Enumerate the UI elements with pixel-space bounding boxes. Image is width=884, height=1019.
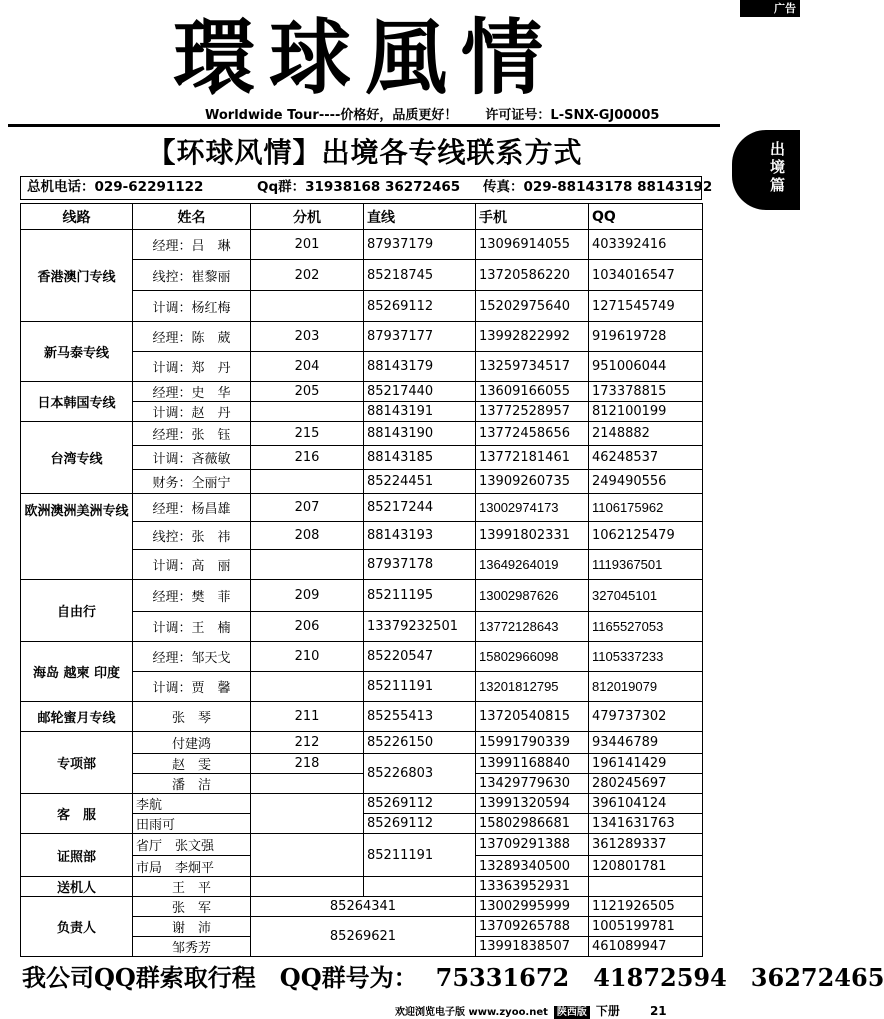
page-footer <box>395 1002 667 1019</box>
phone-cell: 85264341 <box>251 897 476 917</box>
phone-cell: 85269621 <box>251 917 476 957</box>
mobile-cell: 13991838507 <box>476 937 589 957</box>
qq-cell: 1062125479 <box>589 522 703 550</box>
qq-cell: 249490556 <box>589 470 703 494</box>
name-cell: 经理：陈 葳 <box>133 322 251 352</box>
qq-group-line <box>22 958 884 993</box>
name-cell: 经理：邹天戈 <box>133 642 251 672</box>
direct-cell: 85224451 <box>364 470 476 494</box>
table-row <box>21 494 703 522</box>
direct-cell: 85218745 <box>364 260 476 291</box>
route-cell: 新马泰专线 <box>21 322 133 382</box>
qq-cell: 173378815 <box>589 382 703 402</box>
qq-cell: 461089947 <box>589 937 703 957</box>
name-cell: 计调：高 丽 <box>133 550 251 580</box>
edition-badge: 陕西版 <box>554 1006 590 1019</box>
mobile-cell: 13609166055 <box>476 382 589 402</box>
mobile-cell: 13649264019 <box>476 550 589 580</box>
route-cell: 欧洲澳洲美洲专线 <box>21 494 133 580</box>
header-qq: QQ <box>589 204 703 230</box>
route-cell: 送机人 <box>21 877 133 897</box>
direct-cell: 88143185 <box>364 446 476 470</box>
name-cell: 线控：张 祎 <box>133 522 251 550</box>
table-row <box>21 322 703 352</box>
mobile-cell: 13772458656 <box>476 422 589 446</box>
name-cell: 邹秀芳 <box>133 937 251 957</box>
route-cell: 负责人 <box>21 897 133 957</box>
route-cell: 日本韩国专线 <box>21 382 133 422</box>
mobile-cell: 13709291388 <box>476 834 589 856</box>
fax-number: 传真：029-88143178 88143192 <box>483 179 713 195</box>
name-cell: 计调：杨红梅 <box>133 291 251 322</box>
direct-cell <box>364 877 476 897</box>
qq-cell: 327045101 <box>589 580 703 612</box>
mobile-cell: 13909260735 <box>476 470 589 494</box>
direct-cell: 85211191 <box>364 672 476 702</box>
ext-cell: 209 <box>251 580 364 612</box>
table-row <box>21 897 703 917</box>
license-number: 许可证号：L-SNX-GJ00005 <box>485 108 660 123</box>
direct-cell: 85220547 <box>364 642 476 672</box>
ext-cell <box>251 291 364 322</box>
direct-cell: 85217440 <box>364 382 476 402</box>
name-cell: 计调：郑 丹 <box>133 352 251 382</box>
direct-cell: 88143191 <box>364 402 476 422</box>
ad-tag: 广告 <box>740 0 800 17</box>
ext-cell <box>251 470 364 494</box>
table-row <box>21 702 703 732</box>
name-cell: 田雨可 <box>133 814 251 834</box>
ext-cell: 203 <box>251 322 364 352</box>
mobile-cell: 15991790339 <box>476 732 589 754</box>
qq-cell: 1105337233 <box>589 642 703 672</box>
direct-cell: 88143193 <box>364 522 476 550</box>
header-name: 姓名 <box>133 204 251 230</box>
mobile-cell: 15802986681 <box>476 814 589 834</box>
direct-cell: 87937178 <box>364 550 476 580</box>
table-row <box>21 422 703 446</box>
mobile-cell: 13002987626 <box>476 580 589 612</box>
qq-group-text: 我公司QQ群索取行程 QQ群号为： <box>22 963 418 992</box>
direct-cell: 85226803 <box>364 754 476 794</box>
ext-cell <box>251 877 364 897</box>
qq-cell: 951006044 <box>589 352 703 382</box>
qq-cell: 403392416 <box>589 230 703 260</box>
name-cell: 王 平 <box>133 877 251 897</box>
mobile-cell: 13991168840 <box>476 754 589 774</box>
ext-cell: 210 <box>251 642 364 672</box>
mobile-cell: 13259734517 <box>476 352 589 382</box>
table-row <box>21 877 703 897</box>
mobile-cell: 13363952931 <box>476 877 589 897</box>
name-cell: 张 琴 <box>133 702 251 732</box>
main-phone: 总机电话：029-62291122 <box>27 179 204 195</box>
mobile-cell: 13002974173 <box>476 494 589 522</box>
ext-cell: 207 <box>251 494 364 522</box>
footer-website: 欢迎浏览电子版 www.zyoo.net <box>395 1007 548 1018</box>
direct-cell: 87937179 <box>364 230 476 260</box>
direct-cell: 87937177 <box>364 322 476 352</box>
mobile-cell: 13992822992 <box>476 322 589 352</box>
mobile-cell: 15802966098 <box>476 642 589 672</box>
header-rule <box>8 124 720 127</box>
qq-cell: 812100199 <box>589 402 703 422</box>
ext-cell: 206 <box>251 612 364 642</box>
header-ext: 分机 <box>251 204 364 230</box>
name-cell: 计调：贾 馨 <box>133 672 251 702</box>
qq-cell: 196141429 <box>589 754 703 774</box>
ext-cell <box>251 402 364 422</box>
name-cell: 计调：吝薇敏 <box>133 446 251 470</box>
qq-cell: 120801781 <box>589 856 703 877</box>
name-cell: 谢 沛 <box>133 917 251 937</box>
slogan <box>205 104 659 123</box>
mobile-cell: 15202975640 <box>476 291 589 322</box>
slogan-text: Worldwide Tour----价格好，品质更好！ <box>205 108 458 123</box>
qq-cell: 280245697 <box>589 774 703 794</box>
name-cell: 潘 洁 <box>133 774 251 794</box>
route-cell: 专项部 <box>21 732 133 794</box>
ext-cell: 215 <box>251 422 364 446</box>
header-direct: 直线 <box>364 204 476 230</box>
ext-cell <box>251 550 364 580</box>
direct-cell: 85269112 <box>364 794 476 814</box>
qq-cell: 1005199781 <box>589 917 703 937</box>
name-cell: 线控：崔黎丽 <box>133 260 251 291</box>
direct-cell: 13379232501 <box>364 612 476 642</box>
ext-cell: 211 <box>251 702 364 732</box>
page-number: 21 <box>649 1004 667 1018</box>
ext-cell: 205 <box>251 382 364 402</box>
name-cell: 经理：史 华 <box>133 382 251 402</box>
table-row <box>21 834 703 856</box>
ext-cell: 212 <box>251 732 364 754</box>
table-row <box>21 382 703 402</box>
direct-cell: 88143190 <box>364 422 476 446</box>
qq-cell: 1119367501 <box>589 550 703 580</box>
name-cell: 省厅 张文强 <box>133 834 251 856</box>
name-cell: 经理：张 钰 <box>133 422 251 446</box>
qq-cell: 396104124 <box>589 794 703 814</box>
name-cell: 李航 <box>133 794 251 814</box>
ext-cell: 208 <box>251 522 364 550</box>
ext-cell <box>251 774 364 794</box>
qq-cell: 46248537 <box>589 446 703 470</box>
ext-cell: 202 <box>251 260 364 291</box>
name-cell: 计调：赵 丹 <box>133 402 251 422</box>
qq-cell: 1121926505 <box>589 897 703 917</box>
page-heading: 【环球风情】出境各专线联系方式 <box>147 136 583 169</box>
qq-cell: 1165527053 <box>589 612 703 642</box>
qq-cell: 919619728 <box>589 322 703 352</box>
name-cell: 赵 雯 <box>133 754 251 774</box>
mobile-cell: 13096914055 <box>476 230 589 260</box>
ext-cell: 201 <box>251 230 364 260</box>
name-cell: 经理：樊 菲 <box>133 580 251 612</box>
route-cell: 自由行 <box>21 580 133 642</box>
table-header <box>21 204 703 230</box>
name-cell: 经理：吕 琳 <box>133 230 251 260</box>
qq-cell: 93446789 <box>589 732 703 754</box>
direct-cell: 85226150 <box>364 732 476 754</box>
mobile-cell: 13429779630 <box>476 774 589 794</box>
qq-group-numbers: 75331672 41872594 36272465 <box>435 963 884 992</box>
mobile-cell: 13772181461 <box>476 446 589 470</box>
ext-cell <box>251 794 364 834</box>
mobile-cell: 13991320594 <box>476 794 589 814</box>
qq-group: Qq群：31938168 36272465 <box>257 179 461 195</box>
ext-cell: 216 <box>251 446 364 470</box>
mobile-cell: 13772128643 <box>476 612 589 642</box>
ext-cell <box>251 672 364 702</box>
direct-cell: 85269112 <box>364 291 476 322</box>
qq-cell: 1271545749 <box>589 291 703 322</box>
direct-cell: 85211191 <box>364 834 476 877</box>
contact-table <box>20 203 703 957</box>
contact-bar <box>20 176 713 200</box>
direct-cell: 85217244 <box>364 494 476 522</box>
qq-cell: 361289337 <box>589 834 703 856</box>
mobile-cell: 13709265788 <box>476 917 589 937</box>
qq-cell: 479737302 <box>589 702 703 732</box>
qq-cell <box>589 877 703 897</box>
mobile-cell: 13991802331 <box>476 522 589 550</box>
ext-cell: 218 <box>251 754 364 774</box>
name-cell: 计调：王 楠 <box>133 612 251 642</box>
table-row <box>21 732 703 754</box>
section-tab <box>732 130 800 210</box>
route-cell: 邮轮蜜月专线 <box>21 702 133 732</box>
mobile-cell: 13289340500 <box>476 856 589 877</box>
route-cell: 客 服 <box>21 794 133 834</box>
name-cell: 市局 李炯平 <box>133 856 251 877</box>
qq-cell: 812019079 <box>589 672 703 702</box>
mobile-cell: 13772528957 <box>476 402 589 422</box>
direct-cell: 85211195 <box>364 580 476 612</box>
qq-cell: 1034016547 <box>589 260 703 291</box>
name-cell: 财务：仝丽宁 <box>133 470 251 494</box>
header-mobile: 手机 <box>476 204 589 230</box>
ext-cell: 204 <box>251 352 364 382</box>
table-row <box>21 794 703 814</box>
mobile-cell: 13720540815 <box>476 702 589 732</box>
name-cell: 付建鸿 <box>133 732 251 754</box>
qq-cell: 1106175962 <box>589 494 703 522</box>
qq-cell: 1341631763 <box>589 814 703 834</box>
table-row <box>21 230 703 260</box>
footer-volume: 下册 <box>595 1004 620 1018</box>
table-row <box>21 642 703 672</box>
mobile-cell: 13201812795 <box>476 672 589 702</box>
route-cell: 海岛 越柬 印度 <box>21 642 133 702</box>
mobile-cell: 13720586220 <box>476 260 589 291</box>
qq-cell: 2148882 <box>589 422 703 446</box>
brand-logo: 環球風情 <box>172 10 557 106</box>
mobile-cell: 13002995999 <box>476 897 589 917</box>
name-cell: 张 军 <box>133 897 251 917</box>
direct-cell: 85269112 <box>364 814 476 834</box>
table-row <box>21 580 703 612</box>
ext-cell <box>251 834 364 877</box>
direct-cell: 85255413 <box>364 702 476 732</box>
direct-cell: 88143179 <box>364 352 476 382</box>
name-cell: 经理：杨昌雄 <box>133 494 251 522</box>
route-cell: 台湾专线 <box>21 422 133 494</box>
section-tab-label: 出境篇 <box>770 140 786 194</box>
header-route: 线路 <box>21 204 133 230</box>
route-cell: 证照部 <box>21 834 133 877</box>
route-cell: 香港澳门专线 <box>21 230 133 322</box>
